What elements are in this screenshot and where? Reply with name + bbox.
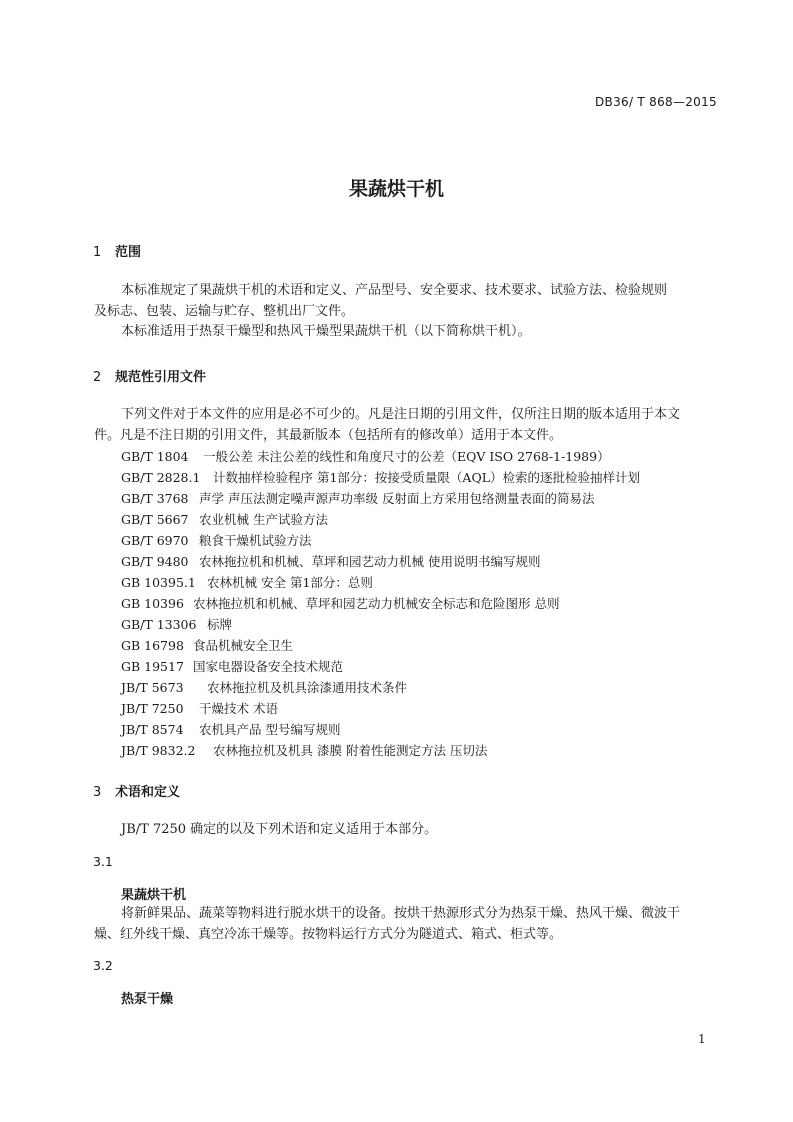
reference-item <box>121 510 328 528</box>
term-number: 3.2 <box>93 958 113 973</box>
reference-title: 标牌 <box>207 617 233 632</box>
text-line: JB/T 7250 确定的以及下列术语和定义适用于本部分。 <box>121 822 438 837</box>
standard-code: DB36/ T 868—2015 <box>595 95 717 109</box>
section-heading-terms <box>93 781 180 800</box>
section-number: 1 <box>93 245 102 260</box>
reference-item <box>121 699 278 717</box>
terms-intro <box>94 820 718 841</box>
reference-code: GB 16798 <box>121 638 184 653</box>
reference-code: JB/T 5673 <box>121 680 184 695</box>
section-heading-normative-references <box>93 366 206 385</box>
term-definition <box>94 904 718 945</box>
section-title: 范围 <box>115 245 142 260</box>
reference-item <box>121 489 594 507</box>
references-intro <box>94 405 718 446</box>
section-title: 术语和定义 <box>115 785 181 800</box>
section-number: 3 <box>93 785 102 800</box>
reference-item <box>121 531 312 549</box>
text-line: 下列文件对于本文件的应用是必不可少的。凡是注日期的引用文件，仅所注日期的版本适用于本文 <box>121 407 681 422</box>
reference-title: 农林拖拉机和机械、草坪和园艺动力机械 使用说明书编写规则 <box>199 554 541 569</box>
reference-title: 农业机械 生产试验方法 <box>199 512 328 527</box>
reference-item <box>121 594 559 612</box>
reference-item <box>121 720 340 738</box>
reference-code: GB/T 13306 <box>121 617 197 632</box>
document-title: 果蔬烘干机 <box>348 178 444 200</box>
text-line: 及标志、包装、运输与贮存、整机出厂文件。 <box>94 303 355 319</box>
term-title: 热泵干燥 <box>121 992 174 1007</box>
text-line: 将新鲜果品、蔬菜等物料进行脱水烘干的设备。按烘干热源形式分为热泵干燥、热风干燥、微波干 <box>121 906 681 921</box>
section-title: 规范性引用文件 <box>115 370 207 385</box>
reference-title: 农机具产品 型号编写规则 <box>199 722 341 737</box>
reference-title: 食品机械安全卫生 <box>193 638 294 653</box>
reference-title: 干燥技术 术语 <box>199 701 278 716</box>
reference-code: JB/T 9832.2 <box>121 743 196 758</box>
reference-title: 声学 声压法测定噪声源声功率级 反射面上方采用包络测量表面的简易法 <box>199 491 595 506</box>
reference-title: 农林机械 安全 第1部分：总则 <box>207 575 373 590</box>
reference-code: GB 10396 <box>121 596 184 611</box>
reference-title: 农林拖拉机及机具 漆膜 附着性能测定方法 压切法 <box>213 743 488 758</box>
reference-title: 计数抽样检验程序 第1部分：按接受质量限（AQL）检索的逐批检验抽样计划 <box>213 470 641 485</box>
reference-title: 粮食干燥机试验方法 <box>199 533 312 548</box>
reference-code: GB/T 5667 <box>121 512 189 527</box>
reference-code: GB/T 2828.1 <box>121 470 201 485</box>
reference-item <box>121 636 293 654</box>
reference-code: GB/T 1804 <box>121 449 189 464</box>
reference-title: 农林拖拉机和机械、草坪和园艺动力机械安全标志和危险图形 总则 <box>193 596 560 611</box>
reference-item <box>121 741 487 759</box>
reference-item <box>121 573 373 591</box>
reference-item <box>121 552 540 570</box>
section-number: 2 <box>93 370 102 385</box>
text-line: 燥、红外线干燥、真空冷冻干燥等。按物料运行方式分为隧道式、箱式、柜式等。 <box>94 926 563 942</box>
reference-item <box>121 678 407 696</box>
reference-item <box>121 657 343 675</box>
term-number: 3.1 <box>93 854 113 869</box>
page-number: 1 <box>698 1032 706 1046</box>
text-line: 本标准规定了果蔬烘干机的术语和定义、产品型号、安全要求、技术要求、试验方法、检验规则 <box>121 283 668 298</box>
reference-item <box>121 615 232 633</box>
reference-code: GB/T 9480 <box>121 554 189 569</box>
reference-code: JB/T 8574 <box>121 722 184 737</box>
reference-code: GB 10395.1 <box>121 575 196 590</box>
term-title: 果蔬烘干机 <box>121 888 187 903</box>
reference-code: GB/T 3768 <box>121 491 189 506</box>
reference-code: JB/T 7250 <box>121 701 184 716</box>
reference-item <box>121 447 610 465</box>
reference-title: 国家电器设备安全技术规范 <box>193 659 344 674</box>
reference-title: 一般公差 未注公差的线性和角度尺寸的公差（EQV ISO 2768-1-1989） <box>203 449 610 464</box>
text-line: 本标准适用于热泵干燥型和热风干燥型果蔬烘干机（以下简称烘干机）。 <box>121 324 531 339</box>
section-heading-scope <box>93 241 141 260</box>
reference-title: 农林拖拉机及机具涂漆通用技术条件 <box>207 680 408 695</box>
reference-item <box>121 468 640 486</box>
text-line: 件。凡是不注日期的引用文件，其最新版本（包括所有的修改单）适用于本文件。 <box>94 427 563 443</box>
scope-paragraph <box>94 281 718 343</box>
reference-code: GB 19517 <box>121 659 184 674</box>
reference-code: GB/T 6970 <box>121 533 189 548</box>
